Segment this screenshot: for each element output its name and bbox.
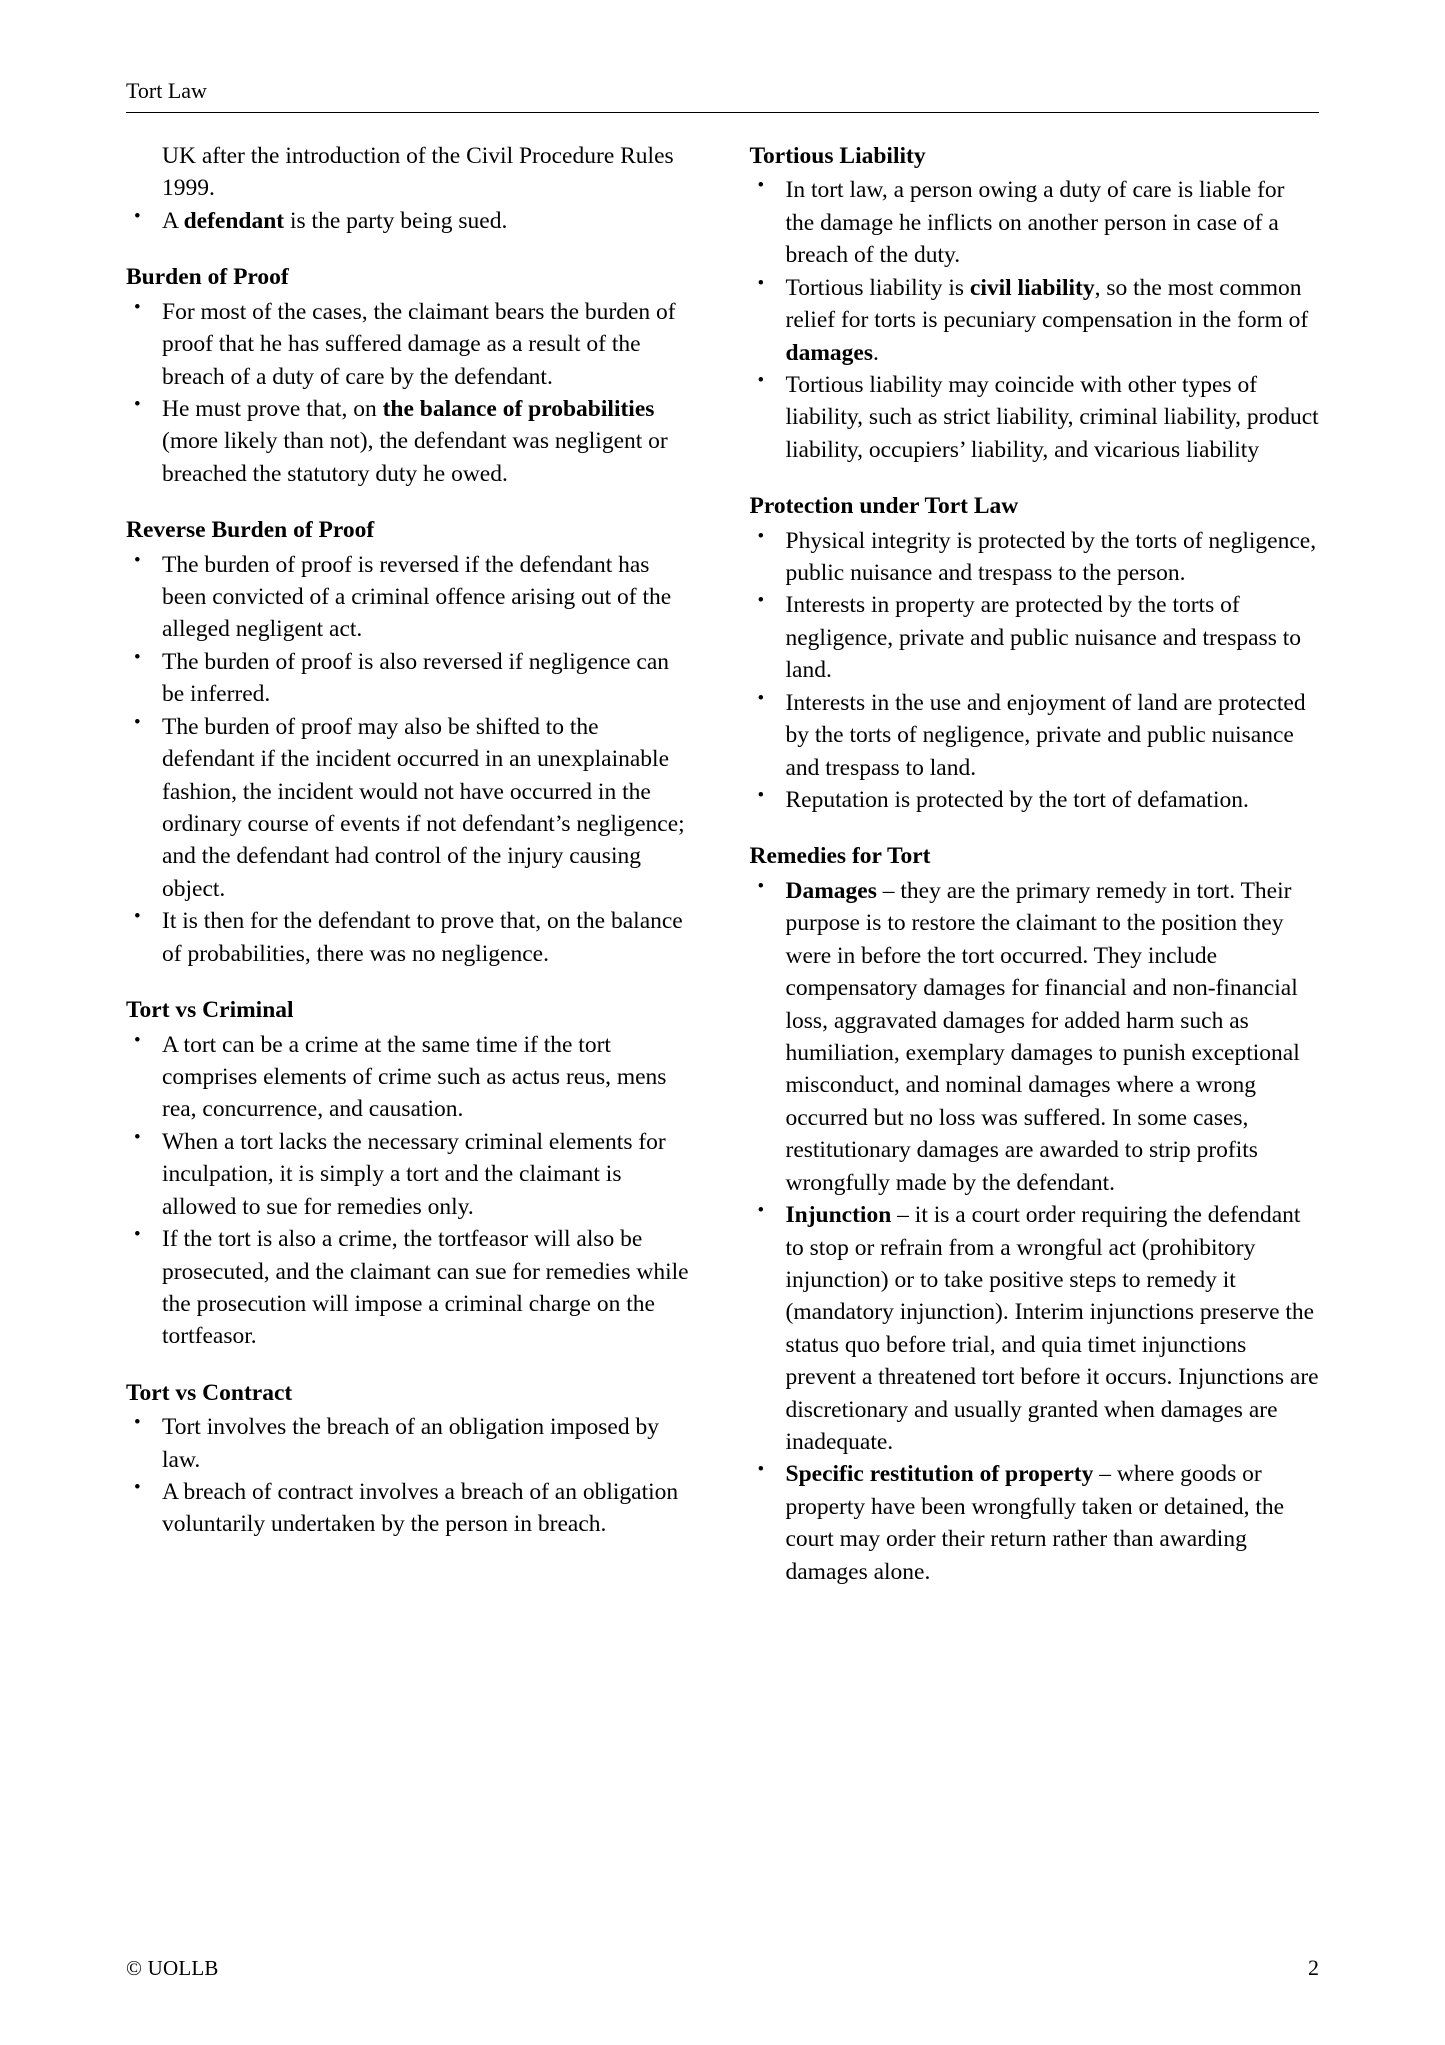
section-spacer bbox=[126, 490, 696, 514]
header-divider bbox=[126, 112, 1319, 113]
left-column bbox=[126, 140, 696, 1588]
section-bullet-list bbox=[750, 174, 1320, 466]
section-bullet-list bbox=[126, 296, 696, 491]
list-item: • A tort can be a crime at the same time if the tort comprises elements of crime such as actus reus, mens rea, concurrence, and causation. bbox=[126, 1029, 696, 1126]
section-bullet-list bbox=[126, 549, 696, 970]
page-number: 2 bbox=[1308, 1955, 1319, 1980]
list-item: • For most of the cases, the claimant bears the burden of proof that he has suffered damage as a result of the breach of a duty of care by the defendant. bbox=[126, 296, 696, 393]
list-item: • A breach of contract involves a breach of an obligation voluntarily undertaken by the person in breach. bbox=[126, 1476, 696, 1541]
list-item: • The burden of proof is reversed if the defendant has been convicted of a criminal offence arising out of the alleged negligent act. bbox=[126, 549, 696, 646]
list-item: • A defendant is the party being sued. bbox=[126, 205, 696, 237]
list-item: • Interests in the use and enjoyment of land are protected by the torts of negligence, private and public nuisance and trespass to land. bbox=[750, 687, 1320, 784]
section-spacer bbox=[750, 816, 1320, 840]
section-heading: Protection under Tort Law bbox=[749, 493, 1019, 520]
page-header: Tort Law bbox=[126, 78, 207, 103]
lead-bullet-list bbox=[126, 205, 696, 237]
page-content bbox=[126, 140, 1319, 1588]
list-item: • Reputation is protected by the tort of defamation. bbox=[750, 784, 1320, 816]
section-heading: Tort vs Criminal bbox=[126, 997, 294, 1024]
list-item: • Damages – they are the primary remedy in tort. Their purpose is to restore the claimant to the position they were in before the tort occurred. They include compensatory damages for financial and non-financial loss, aggravated damages for added harm such as humiliation, exemplary damages to punish exceptional misconduct, and nominal damages where a wrong occurred but no loss was suffered. In some cases, restitutionary damages are awarded to strip profits wrongfully made by the defendant. bbox=[750, 875, 1320, 1199]
list-item: • When a tort lacks the necessary criminal elements for inculpation, it is simply a tort and the claimant is allowed to sue for remedies only. bbox=[126, 1126, 696, 1223]
section-heading: Burden of Proof bbox=[126, 264, 289, 291]
lead-paragraph: UK after the introduction of the Civil Procedure Rules 1999. bbox=[162, 143, 674, 202]
section-heading: Tort vs Contract bbox=[126, 1379, 293, 1406]
list-item: • Specific restitution of property – where goods or property have been wrongfully taken or detained, the court may order their return rather than awarding damages alone. bbox=[750, 1458, 1320, 1588]
list-item: • Tortious liability is civil liability, so the most common relief for torts is pecuniary compensation in the form of damages. bbox=[750, 272, 1320, 369]
list-item: • Tort involves the breach of an obligation imposed by law. bbox=[126, 1411, 696, 1476]
list-item: • The burden of proof is also reversed if negligence can be inferred. bbox=[126, 646, 696, 711]
section-heading: Tortious Liability bbox=[749, 143, 926, 169]
list-item: • Interests in property are protected by the torts of negligence, private and public nuisance and trespass to land. bbox=[750, 589, 1320, 686]
section-spacer bbox=[126, 1353, 696, 1377]
list-item: • Tortious liability may coincide with other types of liability, such as strict liability, criminal liability, product liability, occupiers’ liability, and vicarious liability bbox=[750, 369, 1320, 466]
section-spacer bbox=[126, 970, 696, 994]
list-item: • If the tort is also a crime, the tortfeasor will also be prosecuted, and the claimant can sue for remedies while the prosecution will impose a criminal charge on the tortfeasor. bbox=[126, 1223, 696, 1353]
section-bullet-list bbox=[750, 875, 1320, 1588]
section-spacer bbox=[750, 466, 1320, 490]
section-heading: Remedies for Tort bbox=[749, 843, 931, 870]
section-bullet-list bbox=[750, 525, 1320, 817]
section-bullet-list bbox=[126, 1411, 696, 1541]
list-item: • He must prove that, on the balance of probabilities (more likely than not), the defendant was negligent or breached the statutory duty he owed. bbox=[126, 393, 696, 490]
list-item: • The burden of proof may also be shifted to the defendant if the incident occurred in an unexplainable fashion, the incident would not have occurred in the ordinary course of events if not defendant’s negligence; and the defendant had control of the injury causing object. bbox=[126, 711, 696, 906]
section-bullet-list bbox=[126, 1029, 696, 1353]
section-heading: Reverse Burden of Proof bbox=[126, 517, 375, 544]
right-sections bbox=[750, 140, 1320, 1588]
list-item: • In tort law, a person owing a duty of care is liable for the damage he inflicts on another person in case of a breach of the duty. bbox=[750, 174, 1320, 271]
list-item: • Physical integrity is protected by the torts of negligence, public nuisance and trespass to the person. bbox=[750, 525, 1320, 590]
left-sections bbox=[126, 237, 696, 1541]
footer-copyright: © UOLLB bbox=[126, 1956, 219, 1980]
right-column bbox=[750, 140, 1320, 1588]
list-item: • It is then for the defendant to prove that, on the balance of probabilities, there was no negligence. bbox=[126, 905, 696, 970]
list-item: • Injunction – it is a court order requiring the defendant to stop or refrain from a wrongful act (prohibitory injunction) or to take positive steps to remedy it (mandatory injunction). Interim injunctions preserve the status quo before trial, and quia timet injunctions prevent a threatened tort before it occurs. Injunctions are discretionary and usually granted when damages are inadequate. bbox=[750, 1199, 1320, 1458]
section-spacer bbox=[126, 237, 696, 261]
